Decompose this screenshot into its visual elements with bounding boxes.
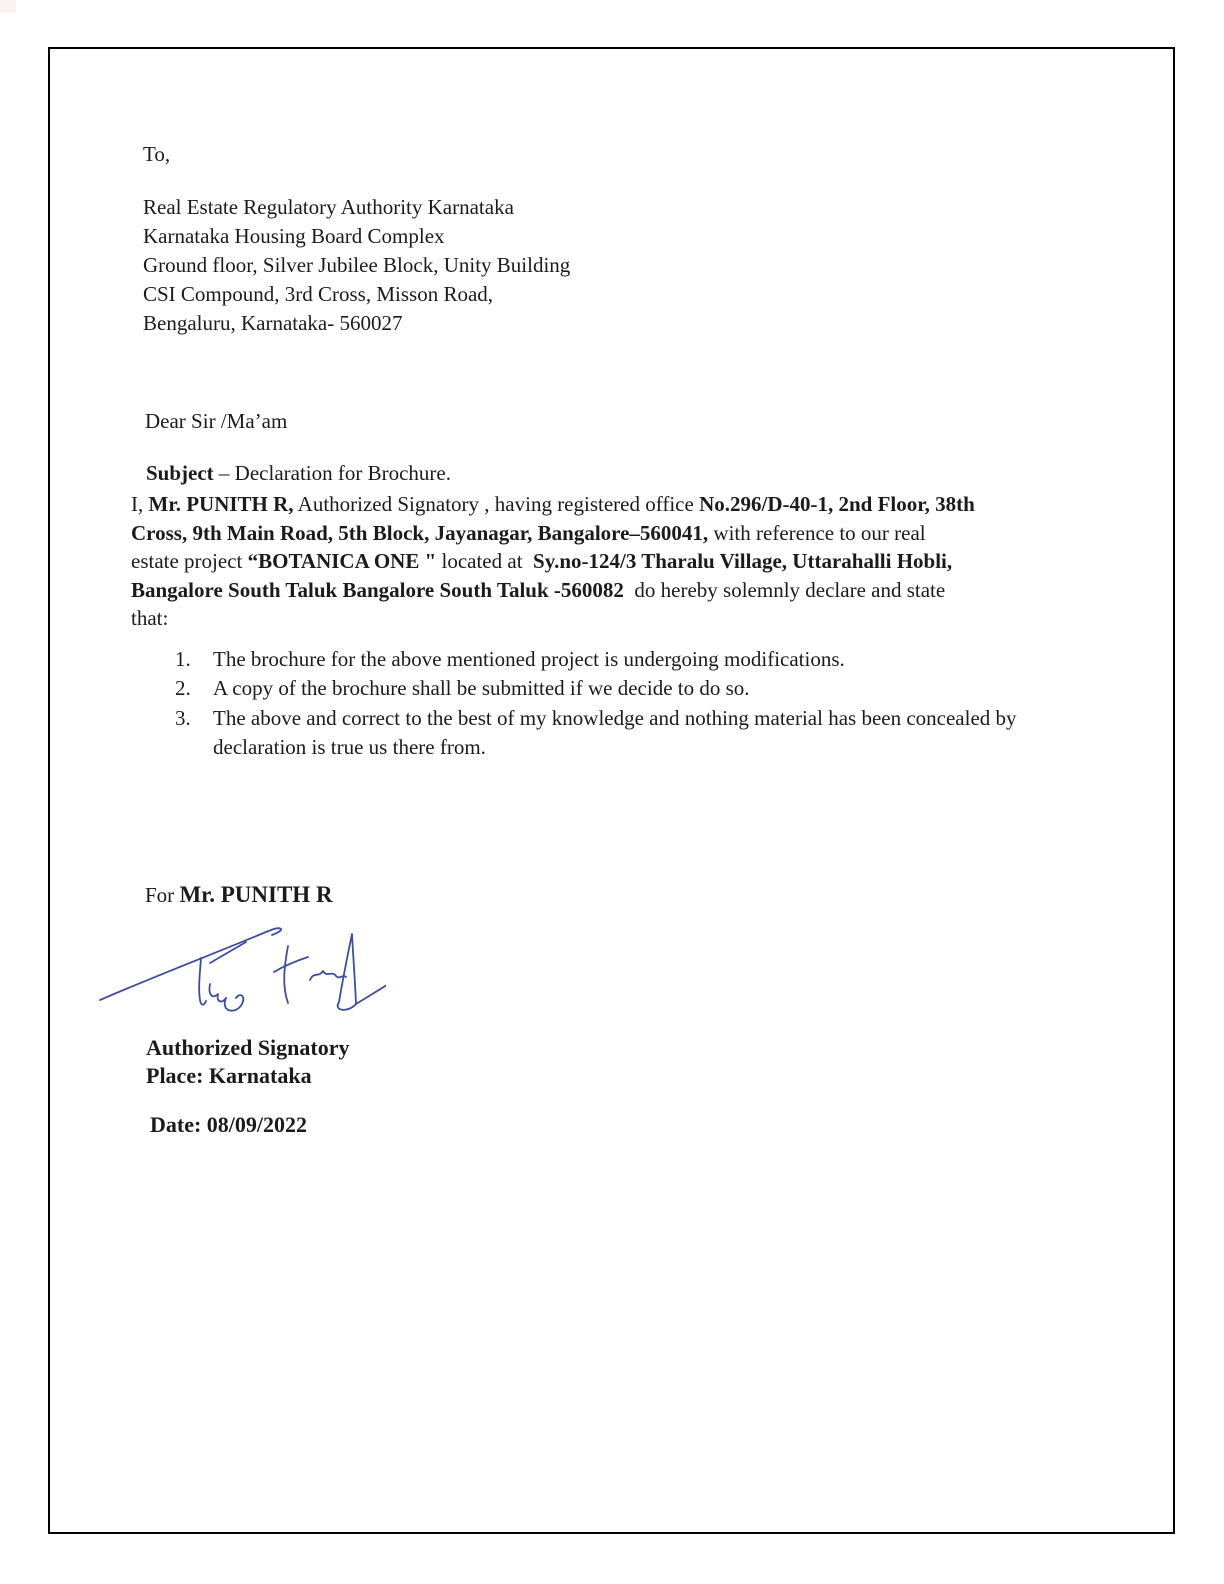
- for-signatory-line: [145, 880, 1224, 910]
- declaration-list: [0, 645, 1224, 763]
- text-line: that:: [131, 606, 169, 630]
- text-line: Bangalore South Taluk Bangalore South Taluk -560082 do hereby solemnly declare and state: [131, 577, 946, 602]
- text-line: I, Mr. PUNITH R, Authorized Signatory , having registered office No.296/D-40-1, 2nd Floor, 38th: [131, 492, 975, 516]
- signatory-name: Mr. PUNITH R: [179, 881, 333, 907]
- place-line: Place: Karnataka: [146, 1062, 312, 1088]
- date-line: Date: 08/09/2022: [150, 1111, 308, 1137]
- address-line: Karnataka Housing Board Complex: [143, 224, 445, 248]
- declaration-point: The above and correct to the best of my knowledge and nothing material has been concealed by declaration is true us there from.: [213, 705, 1017, 759]
- greeting: Dear Sir /Ma’am: [145, 409, 288, 433]
- text-line: Subject – Declaration for Brochure.: [146, 461, 451, 485]
- address-line: Bengaluru, Karnataka- 560027: [143, 311, 403, 335]
- subject-line: [146, 459, 1224, 488]
- address-line: CSI Compound, 3rd Cross, Misson Road,: [143, 282, 494, 306]
- salutation-to: To,: [143, 142, 171, 166]
- recipient-address: [143, 193, 1224, 338]
- signature-block: [146, 1034, 1224, 1090]
- text-line: estate project “BOTANICA ONE " located at Sy.no-124/3 Tharalu Village, Uttarahalli Hobli,: [131, 549, 953, 573]
- for-label: For: [145, 882, 180, 907]
- declaration-point: A copy of the brochure shall be submitted if we decide to do so.: [213, 676, 750, 700]
- address-line: Real Estate Regulatory Authority Karnataka: [143, 195, 514, 219]
- declaration-point: The brochure for the above mentioned project is undergoing modifications.: [213, 646, 845, 671]
- signature-handwriting-icon: [98, 916, 386, 1016]
- signatory-title: Authorized Signatory: [146, 1034, 350, 1060]
- text-line: Cross, 9th Main Road, 5th Block, Jayanagar, Bangalore–560041, with reference to our real: [131, 520, 926, 545]
- declaration-paragraph: [131, 490, 1224, 633]
- address-line: Ground floor, Silver Jubilee Block, Unity Building: [143, 253, 571, 277]
